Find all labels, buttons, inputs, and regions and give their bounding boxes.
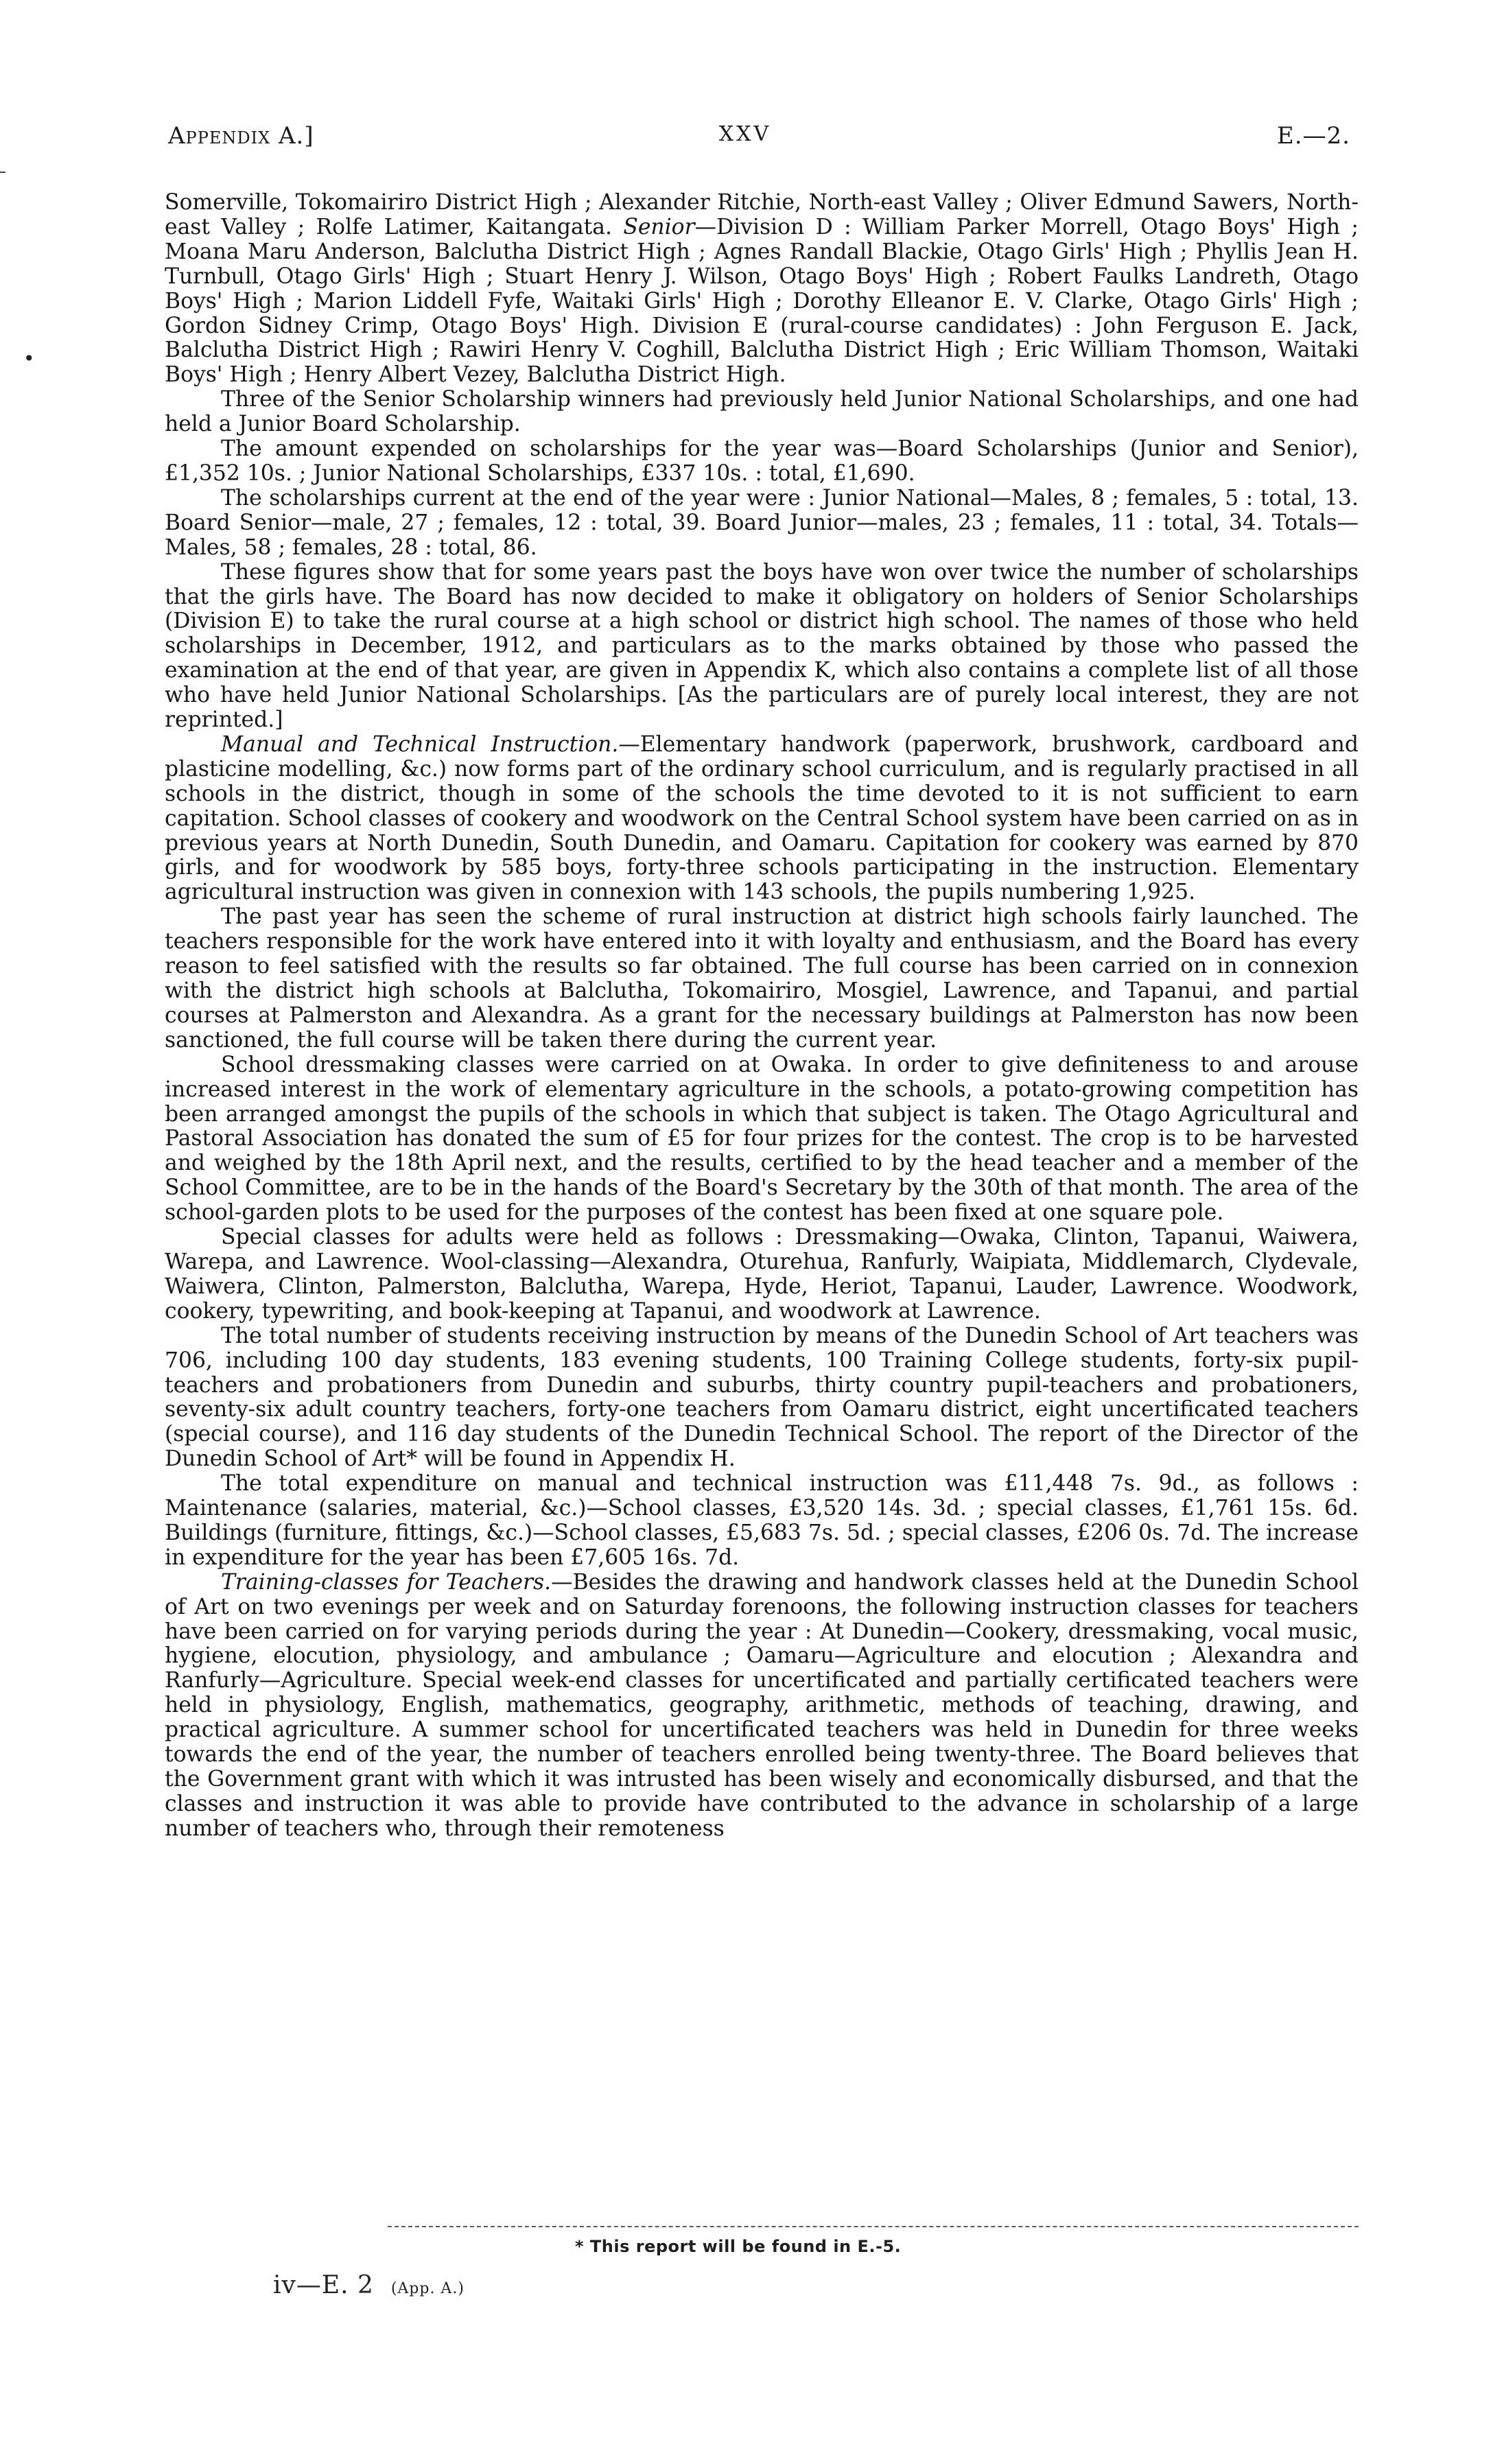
paragraph: These figures show that for some years past the boys have won over twice the number of scholarships that the girls have. The Board has now decided to make it obligatory on holders of Senior Scholarships (Division E) to take the rural course at a high school or district high school. The names of those who held scholarships in December, 1912, and particulars as to the marks obtained by those who passed the examination at the end of that year, are given in Appendix K, which also contains a complete list of all those who have held Junior National Scholarships. [As the particulars are of purely local interest, they are not reprinted.] (165, 559, 1359, 733)
running-header-left: Appendix A.] (168, 122, 314, 150)
section-heading: Manual and Technical Instruction. (221, 731, 619, 757)
paragraph: The scholarships current at the end of the year were : Junior National—Males, 8 ; females, 5 : total, 13. Board Senior—male, 27 ; females, 12 : total, 39. Board Junior—males, 23 ; females, 11 : total, 34. Totals—Males, 58 ; females, 28 : total, 86. (165, 485, 1359, 560)
paragraph: Special classes for adults were held as follows : Dressmaking—Owaka, Clinton, Tapanui, Waiwera, Warepa, and Lawrence. Wool-classing—Alexandra, Oturehua, Ranfurly, Waipiata, Middlemarch, Clydevale, Waiwera, Clinton, Palmerston, Balclutha, Warepa, Hyde, Heriot, Tapanui, Lauder, Lawrence. Woodwork, cookery, typewriting, and book-keeping at Tapanui, and woodwork at Lawrence. (165, 1225, 1359, 1324)
body-text (165, 191, 1359, 1842)
section-heading: Training-classes for Teachers. (221, 1569, 552, 1595)
paragraph: Training-classes for Teachers.—Besides the drawing and handwork classes held at the Dunedin School of Art on two evenings per week and on Saturday forenoons, the following instruction classes for teachers have been carried on for varying periods during the year : At Dunedin—Cookery, dressmaking, vocal music, hygiene, elocution, physiology, and ambulance ; Oamaru—Agriculture and elocution ; Alexandra and Ranfurly—Agriculture. Special week-end classes for uncertificated and partially certificated teachers were held in physiology, English, mathematics, geography, arithmetic, methods of teaching, drawing, and practical agriculture. A summer school for uncertificated teachers was held in Dunedin for three weeks towards the end of the year, the number of teachers enrolled being twenty-three. The Board believes that the Government grant with which it was intrusted has been wisely and economically disbursed, and that the classes and instruction it was able to provide have contributed to the advance in scholarship of a large number of teachers who, through their remoteness (165, 1569, 1359, 1841)
margin-bullet: • (23, 347, 35, 370)
paragraph: The past year has seen the scheme of rural instruction at district high schools fairly launched. The teachers responsible for the work have entered into it with loyalty and enthusiasm, and the Board has every reason to feel satisfied with the results so far obtained. The full course has been carried on in connexion with the district high schools at Balclutha, Tokomairiro, Mosgiel, Lawrence, and Tapanui, and partial courses at Palmerston and Alexandra. As a grant for the necessary buildings at Palmerston has now been sanctioned, the full course will be taken there during the current year. (165, 904, 1359, 1053)
paragraph: The total number of students receiving instruction by means of the Dunedin School of Art teachers was 706, including 100 day students, 183 evening students, 100 Training College students, forty-six pupil-teachers and probationers from Dunedin and suburbs, thirty country pupil-teachers and probationers, seventy-six adult country teachers, forty-one teachers from Oamaru district, eight uncertificated teachers (special course), and 116 day students of the Dunedin Technical School. The report of the Director of the Dunedin School of Art* will be found in Appendix H. (165, 1323, 1359, 1472)
running-header-right: E.—2. (1276, 122, 1350, 150)
paragraph: Three of the Senior Scholarship winners had previously held Junior National Scholarships, and one had held a Junior Board Scholarship. (165, 387, 1359, 437)
paragraph: Somerville, Tokomairiro District High ; Alexander Ritchie, North-east Valley ; Oliver Edmund Sawers, North-east Valley ; Rolfe Latimer, Kaitangata. Senior—Division D : William Parker Morrell, Otago Boys' High ; Moana Maru Anderson, Balclutha District High ; Agnes Randall Blackie, Otago Girls' High ; Phyllis Jean H. Turnbull, Otago Girls' High ; Stuart Henry J. Wilson, Otago Boys' High ; Robert Faulks Landreth, Otago Boys' High ; Marion Liddell Fyfe, Waitaki Girls' High ; Dorothy Elleanor E. V. Clarke, Otago Girls' High ; Gordon Sidney Crimp, Otago Boys' High. Division E (rural-course candidates) : John Ferguson E. Jack, Balclutha District High ; Rawiri Henry V. Coghill, Balclutha District High ; Eric William Thomson, Waitaki Boys' High ; Henry Albert Vezey, Balclutha District High. (165, 190, 1359, 388)
signature-line: iv—E. 2 (App. A.) (273, 2271, 465, 2299)
paragraph: School dressmaking classes were carried on at Owaka. In order to give definiteness to and arouse increased interest in the work of elementary agriculture in the schools, a potato-growing competition has been arranged amongst the pupils of the schools in which that subject is taken. The Otago Agricultural and Pastoral Association has donated the sum of £5 for four prizes for the contest. The crop is to be harvested and weighed by the 18th April next, and the results, certified to by the head teacher and a member of the School Committee, are to be in the hands of the Board's Secretary by the 30th of that month. The area of the school-garden plots to be used for the purposes of the contest has been fixed at one square pole. (165, 1052, 1359, 1225)
margin-tick (0, 172, 5, 173)
paragraph: The amount expended on scholarships for the year was—Board Scholarships (Junior and Senior), £1,352 10s. ; Junior National Scholarships, £337 10s. : total, £1,690. (165, 436, 1359, 486)
paragraph: The total expenditure on manual and technical instruction was £11,448 7s. 9d., as follows : Maintenance (salaries, material, &c.)—School classes, £3,520 14s. 3d. ; special classes, £1,761 15s. 6d. Buildings (furniture, fittings, &c.)—School classes, £5,683 7s. 5d. ; special classes, £206 0s. 7d. The increase in expenditure for the year has been £7,605 16s. 7d. (165, 1471, 1359, 1570)
page-number: XXV (718, 122, 772, 146)
footnote: * This report will be found in E.-5. (575, 2237, 902, 2256)
paragraph: Manual and Technical Instruction.—Elementary handwork (paperwork, brushwork, cardboard and plasticine modelling, &c.) now forms part of the ordinary school curriculum, and is regularly practised in all schools in the district, though in some of the schools the time devoted to it is not sufficient to earn capitation. School classes of cookery and woodwork on the Central School system have been carried on as in previous years at North Dunedin, South Dunedin, and Oamaru. Capitation for cookery was earned by 870 girls, and for woodwork by 585 boys, forty-three schools participating in the instruction. Elementary agricultural instruction was given in connexion with 143 schools, the pupils numbering 1,925. (165, 731, 1359, 905)
footnote-rule (388, 2226, 1359, 2227)
